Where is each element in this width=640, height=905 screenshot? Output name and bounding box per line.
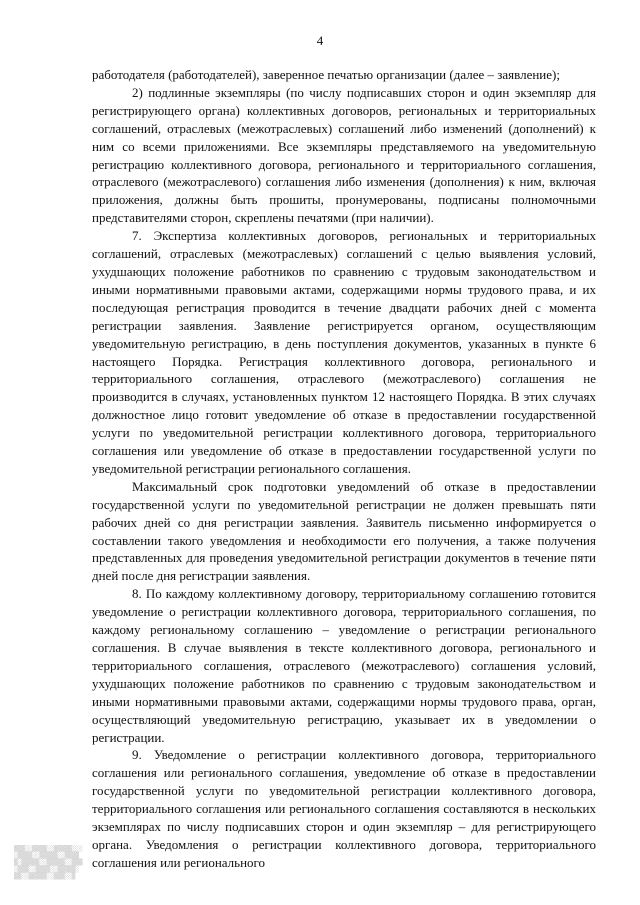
- document-body: [92, 66, 596, 872]
- paragraph: работодателя (работодателей), заверенное печатью организации (далее – заявление);: [92, 67, 560, 82]
- paragraph: Максимальный срок подготовки уведомлений об отказе в предоставлении государственной услуги по уведомительной регистрации не должен превышать пяти рабочих дней со дня регистрации заявления. Заявитель письменно информируется о составлении такого уведомления и необходимости его получения, а также получения представленных для проведения уведомительной регистрации документов в течение пяти дней после дня регистрации заявления.: [92, 478, 596, 584]
- paragraph: 7. Экспертиза коллективных договоров, региональных и территориальных соглашений, отраслевых (межотраслевых) соглашений с целью выявления условий, ухудшающих положение работников по сравнению с трудовым законодательством и иными нормативными правовыми актами, содержащими нормы трудового права, и их последующая регистрация проводится в течение двадцати рабочих дней с момента регистрации заявления. Заявление регистрируется органом, осуществляющим уведомительную регистрацию, в день поступления документов, указанных в пункте 6 настоящего Порядка. Регистрация коллективного договора, регионального и территориального соглашения, отраслевого (межотраслевого) соглашения не производится в случаях, установленных пунктом 12 настоящего Порядка. В этих случаях должностное лицо готовит уведомление об отказе в предоставлении государственной услуги по уведомительной регистрации коллективного договора, территориального соглашения или уведомление об отказе в предоставлении государственной услуги по уведомительной регистрации регионального соглашения.: [92, 228, 596, 476]
- scanner-stamp: ▒▒▒░░▒▒▒▒░░▒▒▒▒▒░░░ ░▒▒▒▒░░▒▒▒▒▒░░▒▒▒▒ ▒░▒▒▒▒▒░░▒▒▒▒▒░░▒▒▒ ░▒▒▒░░▒▒▒▒░░▒▒▒▒▒░ ▒▒░░▒▒▒▒▒░░▒▒▒░░▒: [14, 845, 83, 880]
- paragraph: 2) подлинные экземпляры (по числу подписавших сторон и один экземпляр для регистрирующего органа) коллективных договоров, региональных и территориальных соглашений, отраслевых (межотраслевых) соглашений либо изменений (дополнений) к ним со всеми приложениями. Все экземпляры представляемого на уведомительную регистрацию коллективного договора, регионального и территориального соглашения, отраслевого (межотраслевого) соглашения либо изменения (дополнения) к ним, включая приложения, должны быть прошиты, пронумерованы, подписаны полномочными представителями сторон, скреплены печатями (при наличии).: [92, 84, 596, 226]
- paragraph: 8. По каждому коллективному договору, территориальному соглашению готовится уведомление о регистрации коллективного договора, территориального соглашения, по каждому региональному соглашению – уведомление о регистрации регионального соглашения. В случае выявления в тексте коллективного договора, регионального и территориального соглашения, отраслевого (межотраслевого) соглашения условий, ухудшающих положение работников по сравнению с трудовым законодательством и иными нормативными правовыми актами, содержащими нормы трудового права, орган, осуществляющий уведомительную регистрацию, указывает их в уведомлении о регистрации.: [92, 586, 596, 745]
- paragraph: 9. Уведомление о регистрации коллективного договора, территориального соглашения или регионального соглашения, уведомление об отказе в предоставлении государственной услуги по уведомительной регистрации коллективного договора, территориального соглашения или регионального соглашения составляются в нескольких экземплярах по числу подписавших сторон и один экземпляр – для регистрирующего органа. Уведомления о регистрации коллективного договора, территориального соглашения или регионального: [92, 747, 596, 870]
- page-number: 4: [316, 33, 324, 48]
